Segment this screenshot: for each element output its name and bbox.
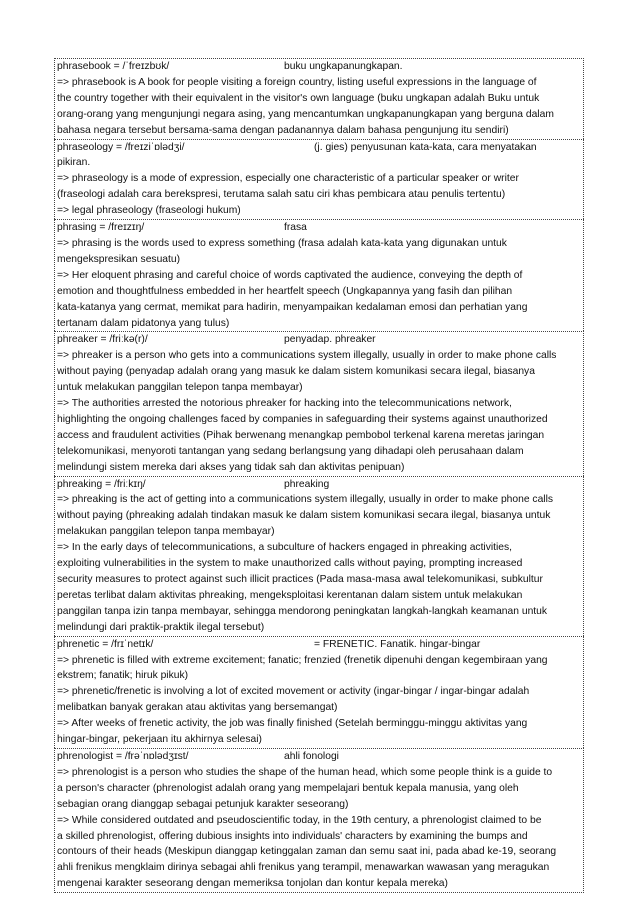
entry-translation: penyadap. phreaker <box>284 334 376 346</box>
entry-text-line: => phrenetic is filled with extreme excitement; fanatic; frenzied (frenetik dipenuhi dengan kegembiraan yang <box>57 654 548 666</box>
entry-text-line: orang-orang yang mengunjungi negara asing, yang mencantumkan ungkapanungkapan yang berguna dalam <box>57 108 554 120</box>
entry-text-line: sebagian orang dianggap sebagai petunjuk karakter seseorang) <box>57 798 349 810</box>
entry-translation: buku ungkapanungkapan. <box>284 61 403 72</box>
entry-text-line: peretas terlibat dalam aktivitas phreaking, mengeksploitasi kerentanan dalam sistem untuk melakukan <box>57 589 523 601</box>
entry-term: phrasing = /freɪzɪŋ/ <box>57 222 145 234</box>
entry-text-line: => phrasing is the words used to express something (frasa adalah kata-kata yang digunakan untuk <box>57 237 507 249</box>
entry-text-line: a skilled phrenologist, offering dubious insights into individuals' characters by examining the bumps and <box>57 830 528 842</box>
entry-text-line: without paying (phreaking adalah tindakan masuk ke dalam sistem komunikasi secara ilegal, biasanya untuk <box>57 510 551 522</box>
entry-headword-row <box>57 477 581 493</box>
entry-text-line: security measures to protect against such illicit practices (Pada masa-masa awal telekomunikasi, subkultur <box>57 574 543 585</box>
entry-text-line: melindungi dari praktik-praktik ilegal tersebut) <box>57 621 265 633</box>
entry-term: phrenetic = /frɪˈnetɪk/ <box>57 638 154 650</box>
entry-text-line: ekstrem; fanatik; hiruk pikuk) <box>57 670 189 682</box>
entry-term: phrenologist = /frəˈnɒlədʒɪst/ <box>57 750 189 762</box>
entry-term: phreaking = /friːkɪŋ/ <box>57 478 146 490</box>
entry-text-line: tertanam dalam pidatonya yang tulus) <box>57 317 230 329</box>
entry-text-line: a person's character (phrenologist adalah orang yang mempelajari bentuk kepala manusia, yang oleh <box>57 782 519 794</box>
dictionary-entry <box>54 748 584 893</box>
entry-text-line: => phrenetic/frenetic is involving a lot of excited movement or activity (ingar-bingar / ingar-bingar adalah <box>57 686 530 698</box>
entry-headword-row <box>57 637 581 653</box>
entry-text-line: without paying (penyadap adalah orang yang masuk ke dalam sistem komunikasi secara ilegal, biasanya <box>57 366 535 378</box>
entry-text-line: exploiting vulnerabilities in the system to make unauthorized calls without paying, prompting increased <box>57 558 523 570</box>
entry-text-line: panggilan tanpa izin tanpa membayar, sehingga mendorong peningkatan langkah-langkah keamanan untuk <box>57 605 548 617</box>
entry-text-line: highlighting the ongoing challenges faced by companies in safeguarding their systems against unauthorized <box>57 413 548 425</box>
entry-term: phraseology = /freɪziˈɒlədʒi/ <box>57 141 185 153</box>
entry-text-line: => phrenologist is a person who studies the shape of the human head, which some people think is a guide to <box>57 766 553 778</box>
entry-text-line: mengenai karakter seseorang dengan memeriksa tonjolan dan kontur kepala mereka) <box>57 878 448 890</box>
entry-text-line: contours of their heads (Meskipun dianggap ketinggalan zaman dan semu saat ini, pada abad ke-19, seorang <box>57 846 557 858</box>
dictionary-entry <box>54 331 584 475</box>
entry-text-line: hingar-bingar, pekerjaan itu akhirnya selesai) <box>57 734 262 746</box>
entry-text-line: => After weeks of frenetic activity, the job was finally finished (Setelah berminggu-minggu aktivitas yang <box>57 718 528 730</box>
entry-text-line: => In the early days of telecommunications, a subculture of hackers engaged in phreaking activities, <box>57 542 513 554</box>
entry-text-line: access and fraudulent activities (Pihak berwenang menangkap pembobol terkenal karena meretas jaringan <box>57 429 545 441</box>
entry-text-line: => phraseology is a mode of expression, especially one characteristic of a particular speaker or writer <box>57 173 519 185</box>
entry-term: phrasebook = /ˈfreɪzbʊk/ <box>57 61 170 72</box>
entry-text-line: => The authorities arrested the notorious phreaker for hacking into the telecommunications network, <box>57 398 512 410</box>
entry-headword-row <box>57 140 581 156</box>
entry-text-line: => Her eloquent phrasing and careful choice of words captivated the audience, conveying the depth of <box>57 269 523 281</box>
dictionary-entry <box>54 58 584 139</box>
entry-translation: ahli fonologi <box>284 750 339 762</box>
entry-text-line: => phreaking is the act of getting into a communications system illegally, usually in order to make phone calls <box>57 494 554 506</box>
entry-headword-row <box>57 220 581 236</box>
entry-text-line: the country together with their equivalent in the visitor's own language (buku ungkapan adalah Buku untuk <box>57 92 540 104</box>
dictionary-entry <box>54 219 584 331</box>
entry-headword-row <box>57 332 581 348</box>
entry-text-line: telekomunikasi, menyoroti tantangan yang sedang berlangsung yang dihadapi oleh perusahaan dalam <box>57 445 524 457</box>
dictionary-entry <box>54 636 584 748</box>
entry-text-line: (fraseologi adalah cara berekspresi, terutama salah satu ciri khas pembicara atau penulis tertentu) <box>57 189 506 201</box>
entry-text-line: => phrasebook is A book for people visiting a foreign country, listing useful expressions in the language of <box>57 76 537 88</box>
entry-text-line: kata-katanya yang cermat, memikat para hadirin, menyampaikan kedalaman emosi dan perhatian yang <box>57 301 528 313</box>
dictionary-entry <box>54 476 584 636</box>
entry-text-line: melakukan panggilan telepon tanpa membayar) <box>57 526 275 538</box>
entry-text-line: melindungi sistem mereka dari akses yang tidak sah dan aktivitas penipuan) <box>57 461 405 473</box>
dictionary-page <box>54 58 584 893</box>
entry-translation: = FRENETIC. Fanatik. hingar-bingar <box>314 638 481 650</box>
entry-text-line: bahasa negara tersebut bersama-sama dengan padanannya dalam bahasa pengunjung itu sendiri) <box>57 124 509 136</box>
entry-translation: frasa <box>284 222 307 234</box>
entry-text-line: => While considered outdated and pseudoscientific today, in the 19th century, a phrenologist claimed to be <box>57 814 542 826</box>
entry-text-line: melibatkan banyak gerakan atau aktivitas yang bersemangat) <box>57 702 338 714</box>
entry-text-line: untuk melakukan panggilan telepon tanpa membayar) <box>57 382 303 394</box>
entry-text-line: pikiran. <box>57 157 91 169</box>
dictionary-entry <box>54 139 584 220</box>
entry-text-line: => phreaker is a person who gets into a communications system illegally, usually in order to make phone calls <box>57 350 557 362</box>
entry-translation: phreaking <box>284 478 330 490</box>
entry-headword-row <box>57 749 581 765</box>
entry-text-line: emotion and thoughtfulness embedded in her heartfelt speech (Ungkapannya yang fasih dan pilihan <box>57 285 513 297</box>
entry-term: phreaker = /friːkə(r)/ <box>57 334 148 346</box>
entry-translation: (j. gies) penyusunan kata-kata, cara menyatakan <box>314 141 537 153</box>
entry-headword-row <box>57 59 581 75</box>
entry-text-line: mengekspresikan sesuatu) <box>57 253 181 265</box>
entry-text-line: => legal phraseology (fraseologi hukum) <box>57 205 241 217</box>
entry-text-line: ahli frenikus mengklaim dirinya sebagai ahli frenikus yang terampil, menawarkan wawasan yang meragukan <box>57 862 550 874</box>
